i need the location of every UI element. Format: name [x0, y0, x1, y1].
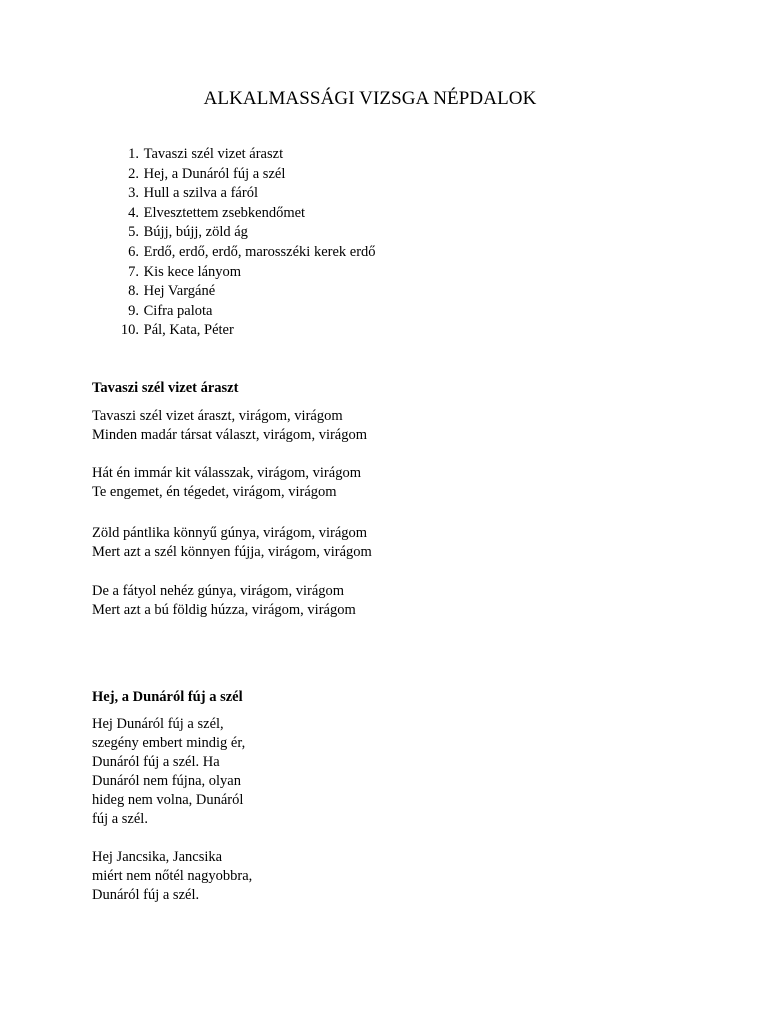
song-list-item	[112, 165, 376, 185]
stanza	[92, 407, 372, 445]
lyric-line: Dunáról nem fújna, olyan	[92, 773, 241, 789]
song-list	[112, 145, 376, 341]
list-item-text: Erdő, erdő, erdő, marosszéki kerek erdő	[143, 243, 376, 260]
list-item-text: Hej Vargáné	[143, 283, 216, 300]
list-item-text: Bújj, bújj, zöld ág	[143, 224, 248, 241]
list-number: 4.	[128, 204, 139, 221]
lyric-line: miért nem nőtél nagyobbra,	[92, 868, 253, 884]
lyric-line: Mert azt a szél könnyen fújja, virágom, virágom	[92, 544, 372, 560]
stanza	[92, 582, 372, 620]
lyric-line: Minden madár társat választ, virágom, virágom	[92, 427, 368, 443]
list-number: 1.	[128, 146, 139, 162]
song-title: Hej, a Dunáról fúj a szél	[92, 689, 243, 705]
list-number: 10.	[120, 322, 139, 339]
list-item-text: Hej, a Dunáról fúj a szél	[143, 165, 286, 182]
document-title: ALKALMASSÁGI VIZSGA NÉPDALOK	[203, 88, 537, 109]
lyric-line: fúj a szél.	[92, 811, 148, 827]
list-number: 9.	[128, 302, 139, 319]
stanza	[92, 524, 372, 562]
lyric-line: Te engemet, én tégedet, virágom, virágom	[92, 484, 337, 500]
stanza	[92, 848, 252, 905]
lyric-line: szegény embert mindig ér,	[92, 735, 246, 751]
stanza	[92, 715, 252, 829]
song-section	[92, 687, 252, 905]
song-title: Tavaszi szél vizet áraszt	[92, 380, 239, 396]
stanza	[92, 464, 372, 502]
lyric-line: Dunáról fúj a szél. Ha	[92, 754, 220, 770]
list-item-text: Tavaszi szél vizet áraszt	[143, 146, 284, 162]
lyric-line: Hát én immár kit válasszak, virágom, virágom	[92, 465, 361, 481]
song-list-item	[112, 243, 376, 263]
song-list-item	[112, 223, 376, 243]
list-item-text: Elvesztettem zsebkendőmet	[143, 204, 306, 221]
lyric-line: Zöld pántlika könnyű gúnya, virágom, virágom	[92, 525, 368, 541]
song-list-item	[112, 184, 376, 204]
song-list-item	[112, 282, 376, 302]
list-item-text: Hull a szilva a fáról	[143, 185, 258, 202]
song-list-item	[112, 145, 376, 165]
song-list-item	[112, 263, 376, 283]
list-item-text: Pál, Kata, Péter	[143, 322, 234, 339]
lyric-line: Hej Dunáról fúj a szél,	[92, 716, 224, 732]
lyric-line: Tavaszi szél vizet áraszt, virágom, virágom	[92, 408, 343, 424]
song-list-item	[112, 204, 376, 224]
list-number: 5.	[128, 224, 139, 241]
lyric-line: Hej Jancsika, Jancsika	[92, 849, 223, 865]
list-number: 3.	[128, 185, 139, 202]
song-list-item	[112, 321, 376, 341]
list-number: 8.	[128, 283, 139, 300]
list-number: 7.	[128, 263, 139, 280]
lyric-line: Mert azt a bú földig húzza, virágom, virágom	[92, 602, 356, 618]
lyric-line: De a fátyol nehéz gúnya, virágom, virágom	[92, 583, 345, 599]
song-list-item	[112, 302, 376, 322]
list-item-text: Kis kece lányom	[143, 263, 242, 280]
lyric-line: hideg nem volna, Dunáról	[92, 792, 244, 808]
song-section	[92, 378, 372, 620]
list-number: 2.	[128, 165, 139, 182]
list-item-text: Cifra palota	[143, 302, 213, 319]
lyric-line: Dunáról fúj a szél.	[92, 887, 200, 903]
list-number: 6.	[128, 243, 139, 260]
